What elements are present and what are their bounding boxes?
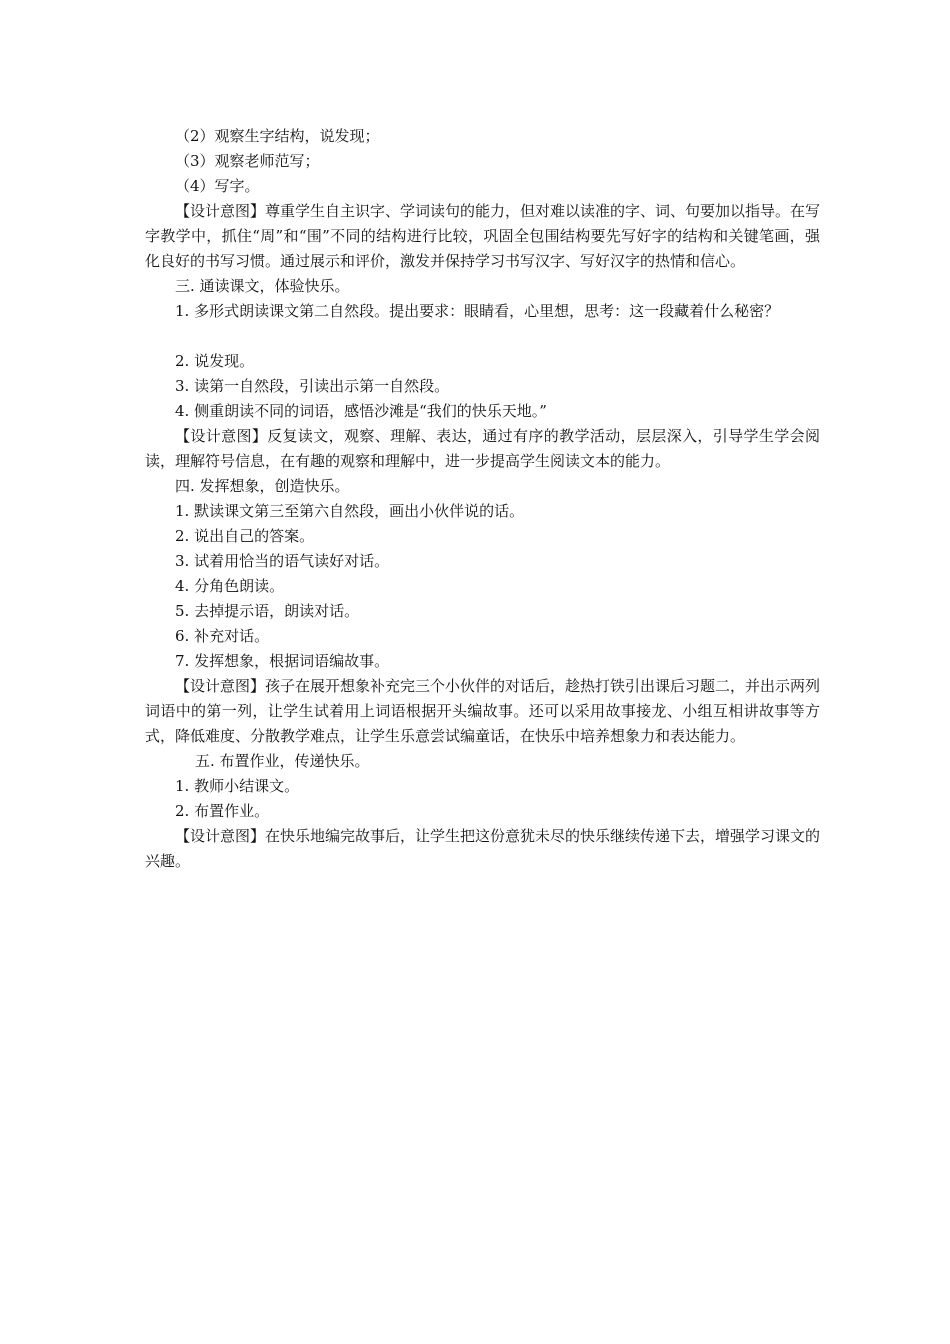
section-4-item-4: 4. 分角色朗读。 [175,577,285,595]
step-3-line: （3）观察老师范写； [175,152,320,170]
section-3-item-4: 4. 侧重朗读不同的词语，感悟沙滩是“我们的快乐天地。” [175,402,547,420]
section-4-heading: 四. 发挥想象，创造快乐。 [175,477,350,495]
section-4-item-3: 3. 试着用恰当的语气读好对话。 [175,552,390,570]
section-5-heading: 五. 布置作业，传递快乐。 [195,752,370,770]
design-intent-paragraph-4: 【设计意图】在快乐地编完故事后，让学生把这份意犹未尽的快乐继续传递下去，增强学习课文的兴趣。 [145,827,821,870]
section-4-item-1: 1. 默读课文第三至第六自然段，画出小伙伴说的话。 [175,502,525,520]
section-4-item-5: 5. 去掉提示语，朗读对话。 [175,602,360,620]
section-5-item-2: 2. 布置作业。 [175,802,270,820]
section-3-item-1: 1. 多形式朗读课文第二自然段。提出要求：眼睛看，心里想，思考：这一段藏着什么秘密？ [175,302,780,320]
blank-line [145,324,820,349]
design-intent-paragraph-1: 【设计意图】尊重学生自主识字、学词读句的能力，但对难以读准的字、词、句要加以指导。在写字教学中，抓住“周”和“围”不同的结构进行比较，巩固全包围结构要先写好字的结构和关键笔画，强化良好的书写习惯。通过展示和评价，激发并保持学习书写汉字、写好汉字的热情和信心。 [145,202,821,270]
section-4-item-7: 7. 发挥想象，根据词语编故事。 [175,652,390,670]
section-5-item-1: 1. 教师小结课文。 [175,777,300,795]
step-2-line: （2）观察生字结构，说发现； [175,127,380,145]
step-4-line: （4）写字。 [175,177,260,195]
section-3-item-2: 2. 说发现。 [175,352,255,370]
section-3-item-3: 3. 读第一自然段，引读出示第一自然段。 [175,377,450,395]
document-body [145,124,820,874]
section-4-item-2: 2. 说出自己的答案。 [175,527,315,545]
design-intent-paragraph-2: 【设计意图】反复读文，观察、理解、表达，通过有序的教学活动，层层深入，引导学生学会阅读，理解符号信息，在有趣的观察和理解中，进一步提高学生阅读文本的能力。 [145,427,820,470]
design-intent-paragraph-3: 【设计意图】孩子在展开想象补充完三个小伙伴的对话后，趁热打铁引出课后习题二，并出示两列词语中的第一列，让学生试着用上词语根据开头编故事。还可以采用故事接龙、小组互相讲故事等方式，降低难度、分散教学难点，让学生乐意尝试编童话，在快乐中培养想象力和表达能力。 [145,677,821,745]
section-4-item-6: 6. 补充对话。 [175,627,270,645]
section-3-heading: 三. 通读课文，体验快乐。 [175,277,350,295]
